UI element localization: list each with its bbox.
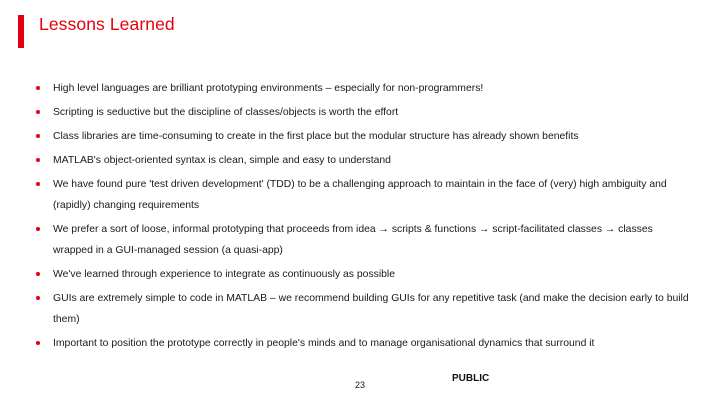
bullet-text: High level languages are brilliant prototyping environments – especially for non-programmers!	[53, 83, 484, 94]
slide-title: Lessons Learned	[39, 14, 175, 34]
bullet-dot-icon	[36, 296, 40, 300]
bullet-dot-icon	[36, 110, 40, 114]
bullet-dot-icon	[36, 86, 40, 90]
bullet-text: GUIs are extremely simple to code in MATLAB – we recommend building GUIs for any repetitive task (and make the decision early to build them)	[53, 293, 689, 325]
bullet-dot-icon	[36, 227, 40, 231]
bullet-dot-icon	[36, 134, 40, 138]
bullet-list	[33, 78, 693, 357]
list-item	[33, 174, 693, 216]
list-item	[33, 219, 693, 261]
list-item	[33, 333, 693, 354]
bullet-dot-icon	[36, 272, 40, 276]
classification-label: PUBLIC	[452, 373, 490, 384]
bullet-text: Class libraries are time-consuming to create in the first place but the modular structure has already shown benefits	[53, 131, 579, 142]
list-item	[33, 102, 693, 123]
title-accent-bar	[18, 15, 24, 48]
bullet-text: We've learned through experience to integrate as continuously as possible	[53, 269, 396, 280]
bullet-text: Scripting is seductive but the discipline of classes/objects is worth the effort	[53, 107, 399, 118]
bullet-text: We have found pure 'test driven development' (TDD) to be a challenging approach to maintain in the face of (very) high ambiguity and (rapidly) changing requirements	[53, 179, 667, 211]
list-item	[33, 288, 693, 330]
page-number: 23	[355, 380, 366, 390]
bullet-dot-icon	[36, 341, 40, 345]
list-item	[33, 126, 693, 147]
bullet-dot-icon	[36, 182, 40, 186]
list-item	[33, 150, 693, 171]
list-item	[33, 78, 693, 99]
bullet-text: Important to position the prototype correctly in people's minds and to manage organisational dynamics that surround it	[53, 338, 595, 349]
bullet-dot-icon	[36, 158, 40, 162]
bullet-text: MATLAB's object-oriented syntax is clean, simple and easy to understand	[53, 155, 391, 166]
bullet-text: We prefer a sort of loose, informal prototyping that proceeds from idea → scripts & functions → script-facilitated classes → classes wrapped in a GUI-managed session (a quasi-app)	[53, 224, 653, 256]
list-item	[33, 264, 693, 285]
